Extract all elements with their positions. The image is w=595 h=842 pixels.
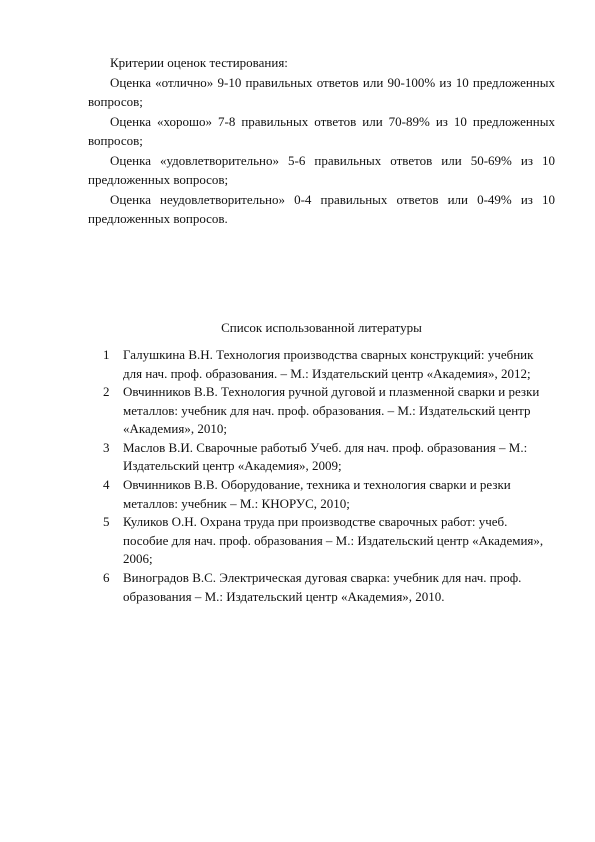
list-item bbox=[103, 439, 555, 476]
item-number: 5 bbox=[103, 514, 110, 530]
item-number: 4 bbox=[103, 477, 110, 493]
grade-good: Оценка «хорошо» 7-8 правильных ответов или 70-89% из 10 предложенных вопросов; bbox=[88, 113, 555, 148]
list-item bbox=[103, 569, 555, 606]
item-text: Маслов В.И. Сварочные работыб Учеб. для нач. проф. образования – М.: Издательский центр «Академия», 2009; bbox=[123, 439, 528, 474]
item-number: 3 bbox=[103, 439, 110, 455]
item-text: Виноградов В.С. Электрическая дуговая сварка: учебник для нач. проф. образования – М.: Издательский центр «Академия», 2010. bbox=[123, 569, 522, 604]
criteria-heading: Критерии оценок тестирования: bbox=[110, 55, 288, 70]
item-text: Галушкина В.Н. Технология производства сварных конструкций: учебник для нач. проф. образования. – М.: Издательский центр «Академия», 2012; bbox=[123, 347, 534, 381]
item-number: 1 bbox=[103, 347, 110, 362]
item-text: Куликов О.Н. Охрана труда при производстве сварочных работ: учеб. пособие для нач. проф. образования – М.: Издательский центр «Академия», 2006; bbox=[123, 514, 544, 567]
item-number: 6 bbox=[103, 569, 110, 585]
list-item bbox=[103, 513, 555, 569]
literature-list bbox=[103, 346, 555, 606]
item-text: Овчинников В.В. Технология ручной дуговой и плазменной сварки и резки металлов: учебник для нач. проф. образования. – М.: Издательский центр «Академия», 2010; bbox=[123, 384, 540, 437]
list-item bbox=[103, 346, 555, 383]
list-item bbox=[103, 383, 555, 439]
grade-satisfactory: Оценка «удовлетворительно» 5-6 правильных ответов или 50-69% из 10 предложенных вопросов; bbox=[88, 152, 555, 187]
list-item bbox=[103, 476, 555, 513]
grade-excellent: Оценка «отлично» 9-10 правильных ответов или 90-100% из 10 предложенных вопросов; bbox=[88, 74, 555, 109]
item-text: Овчинников В.В. Оборудование, техника и технология сварки и резки металлов: учебник – М.: КНОРУС, 2010; bbox=[123, 477, 511, 511]
grade-unsatisfactory: Оценка неудовлетворительно» 0-4 правильных ответов или 0-49% из 10 предложенных вопросов. bbox=[88, 191, 555, 226]
grading-criteria bbox=[88, 53, 555, 229]
item-number: 2 bbox=[103, 384, 110, 400]
literature-title: Список использованной литературы bbox=[221, 320, 422, 335]
